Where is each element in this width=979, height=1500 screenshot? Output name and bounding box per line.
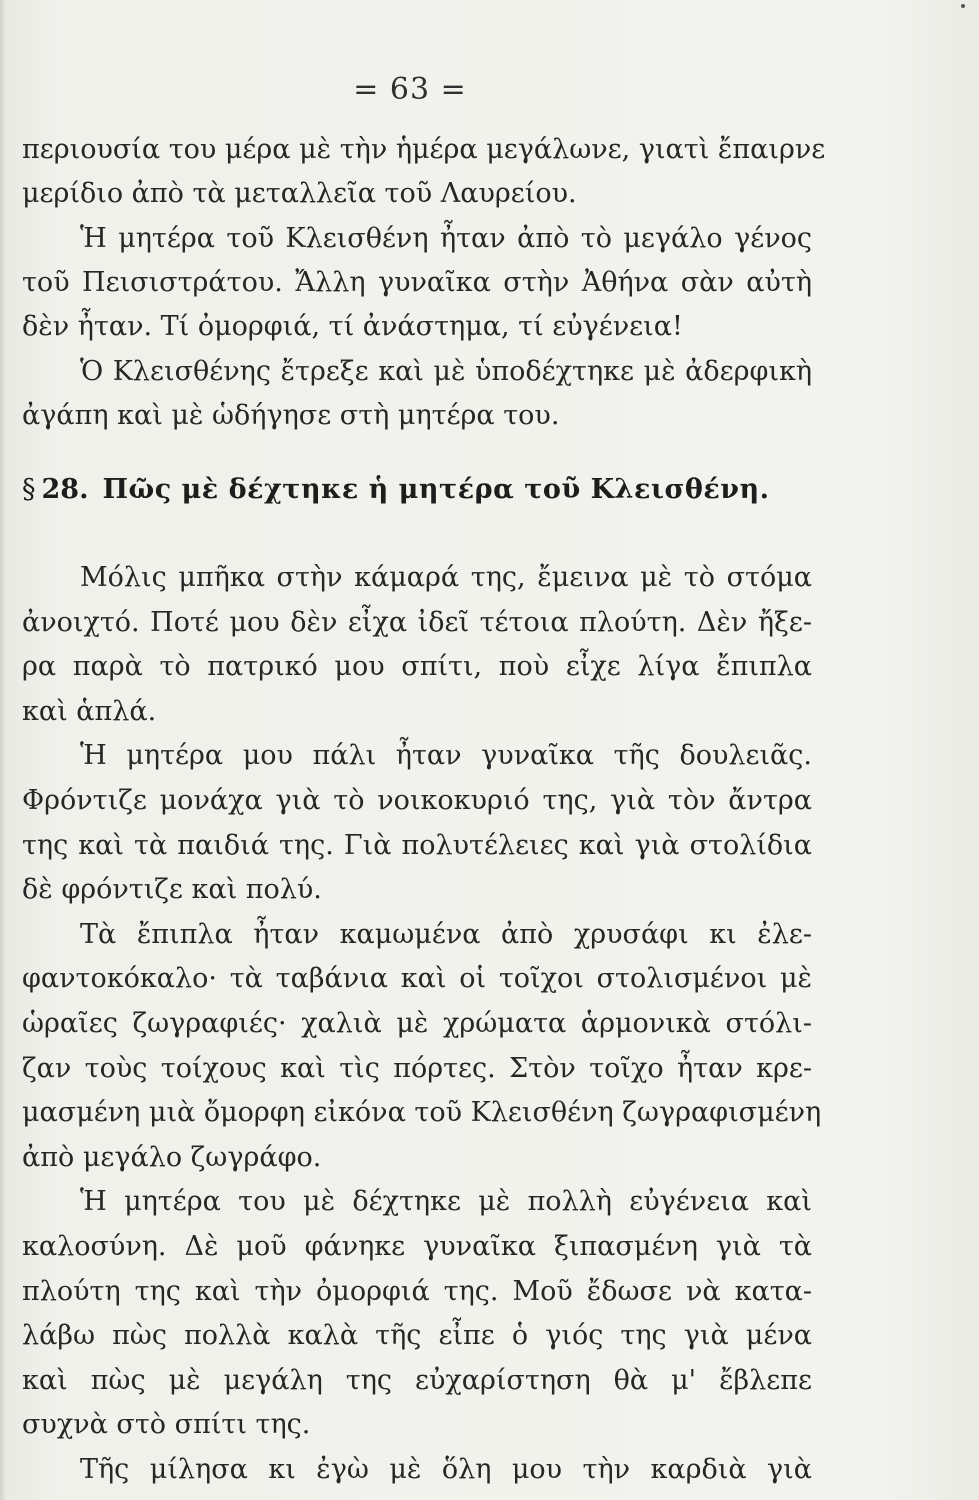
text-line: καὶ ἁπλά. <box>22 695 157 727</box>
text-line: λάβω πὼς πολλὰ καλὰ τῆς εἶπε ὁ γιός της γιὰ μένα <box>22 1320 812 1352</box>
text-line: πλούτη της καὶ τὴν ὀμορφιά της. Μοῦ ἔδωσε νὰ κατα- <box>22 1275 812 1307</box>
section-number: 28. <box>41 474 89 505</box>
paper-speck <box>961 4 965 8</box>
section-title: Πῶς μὲ δέχτηκε ἡ μητέρα τοῦ Κλεισθένη. <box>102 474 770 505</box>
text-line: Ἡ μητέρα τοῦ Κλεισθένη ἦταν ἀπὸ τὸ μεγάλο γένος <box>80 222 812 254</box>
text-line: ἀπὸ μεγάλο ζωγράφο. <box>22 1141 322 1173</box>
text-line: περιουσία του μέρα μὲ τὴν ἡμέρα μεγάλωνε, γιατὶ ἔπαιρνε <box>22 134 826 165</box>
text-line: Ὁ Κλεισθένης ἔτρεξε καὶ μὲ ὑποδέχτηκε μὲ ἀδερφικὴ <box>80 355 812 387</box>
text-line: ἀγάπη καὶ μὲ ὡδήγησε στὴ μητέρα του. <box>22 399 560 431</box>
text-line: ζαν τοὺς τοίχους καὶ τὶς πόρτες. Στὸν τοῖχο ἦταν κρε- <box>22 1052 812 1084</box>
section-sign: § <box>22 474 36 505</box>
text-line: Φρόντιζε μονάχα γιὰ τὸ νοικοκυριό της, γιὰ τὸν ἄντρα <box>22 785 812 816</box>
text-line: Ἡ μητέρα του μὲ δέχτηκε μὲ πολλὴ εὐγένεια καὶ <box>80 1186 812 1218</box>
page-edge-shadow <box>0 0 6 1500</box>
page-number: = 63 = <box>353 72 467 107</box>
text-line: φαντοκόκαλο· τὰ ταβάνια καὶ οἱ τοῖχοι στολισμένοι μὲ <box>22 963 812 995</box>
text-line: Τὰ ἔπιπλα ἦταν καμωμένα ἀπὸ χρυσάφι κι ἐλε- <box>80 918 812 950</box>
text-line: μασμένη μιὰ ὄμορφη εἰκόνα τοῦ Κλεισθένη ζωγραφισμένη <box>22 1097 822 1129</box>
text-line: δὲ φρόντιζε καὶ πολύ. <box>22 874 322 906</box>
text-line: Ἡ μητέρα μου πάλι ἦταν γυναῖκα τῆς δουλειᾶς. <box>80 740 812 772</box>
text-line: καλοσύνη. Δὲ μοῦ φάνηκε γυναῖκα ξιπασμένη γιὰ τὰ <box>22 1231 812 1262</box>
text-line: Τῆς μίλησα κι ἐγὼ μὲ ὅλη μου τὴν καρδιὰ γιὰ <box>80 1454 812 1485</box>
section-heading <box>22 470 812 510</box>
text-line: ὡραῖες ζωγραφιές· χαλιὰ μὲ χρώματα ἁρμονικὰ στόλι- <box>22 1008 812 1039</box>
text-line: τοῦ Πεισιστράτου. Ἄλλη γυναῖκα στὴν Ἀθήνα σὰν αὐτὴ <box>22 266 812 298</box>
text-line: της καὶ τὰ παιδιά της. Γιὰ πολυτέλειες καὶ γιὰ στολίδια <box>22 829 812 861</box>
text-line: Μόλις μπῆκα στὴν κάμαρά της, ἔμεινα μὲ τὸ στόμα <box>80 562 812 593</box>
text-line: καὶ πὼς μὲ μεγάλη της εὐχαρίστηση θὰ μ' ἔβλεπε <box>22 1364 812 1396</box>
text-line: ἀνοιχτό. Ποτέ μου δὲν εἶχα ἰδεῖ τέτοια πλούτη. Δὲν ἤξε- <box>22 606 812 638</box>
text-line: μερίδιο ἀπὸ τὰ μεταλλεῖα τοῦ Λαυρείου. <box>22 178 577 210</box>
text-line: ρα παρὰ τὸ πατρικό μου σπίτι, ποὺ εἶχε λίγα ἔπιπλα <box>22 651 812 683</box>
text-line: συχνὰ στὸ σπίτι της. <box>22 1409 311 1441</box>
text-line: δὲν ἦταν. Τί ὀμορφιά, τί ἀνάστημα, τί εὐγένεια! <box>22 311 683 343</box>
